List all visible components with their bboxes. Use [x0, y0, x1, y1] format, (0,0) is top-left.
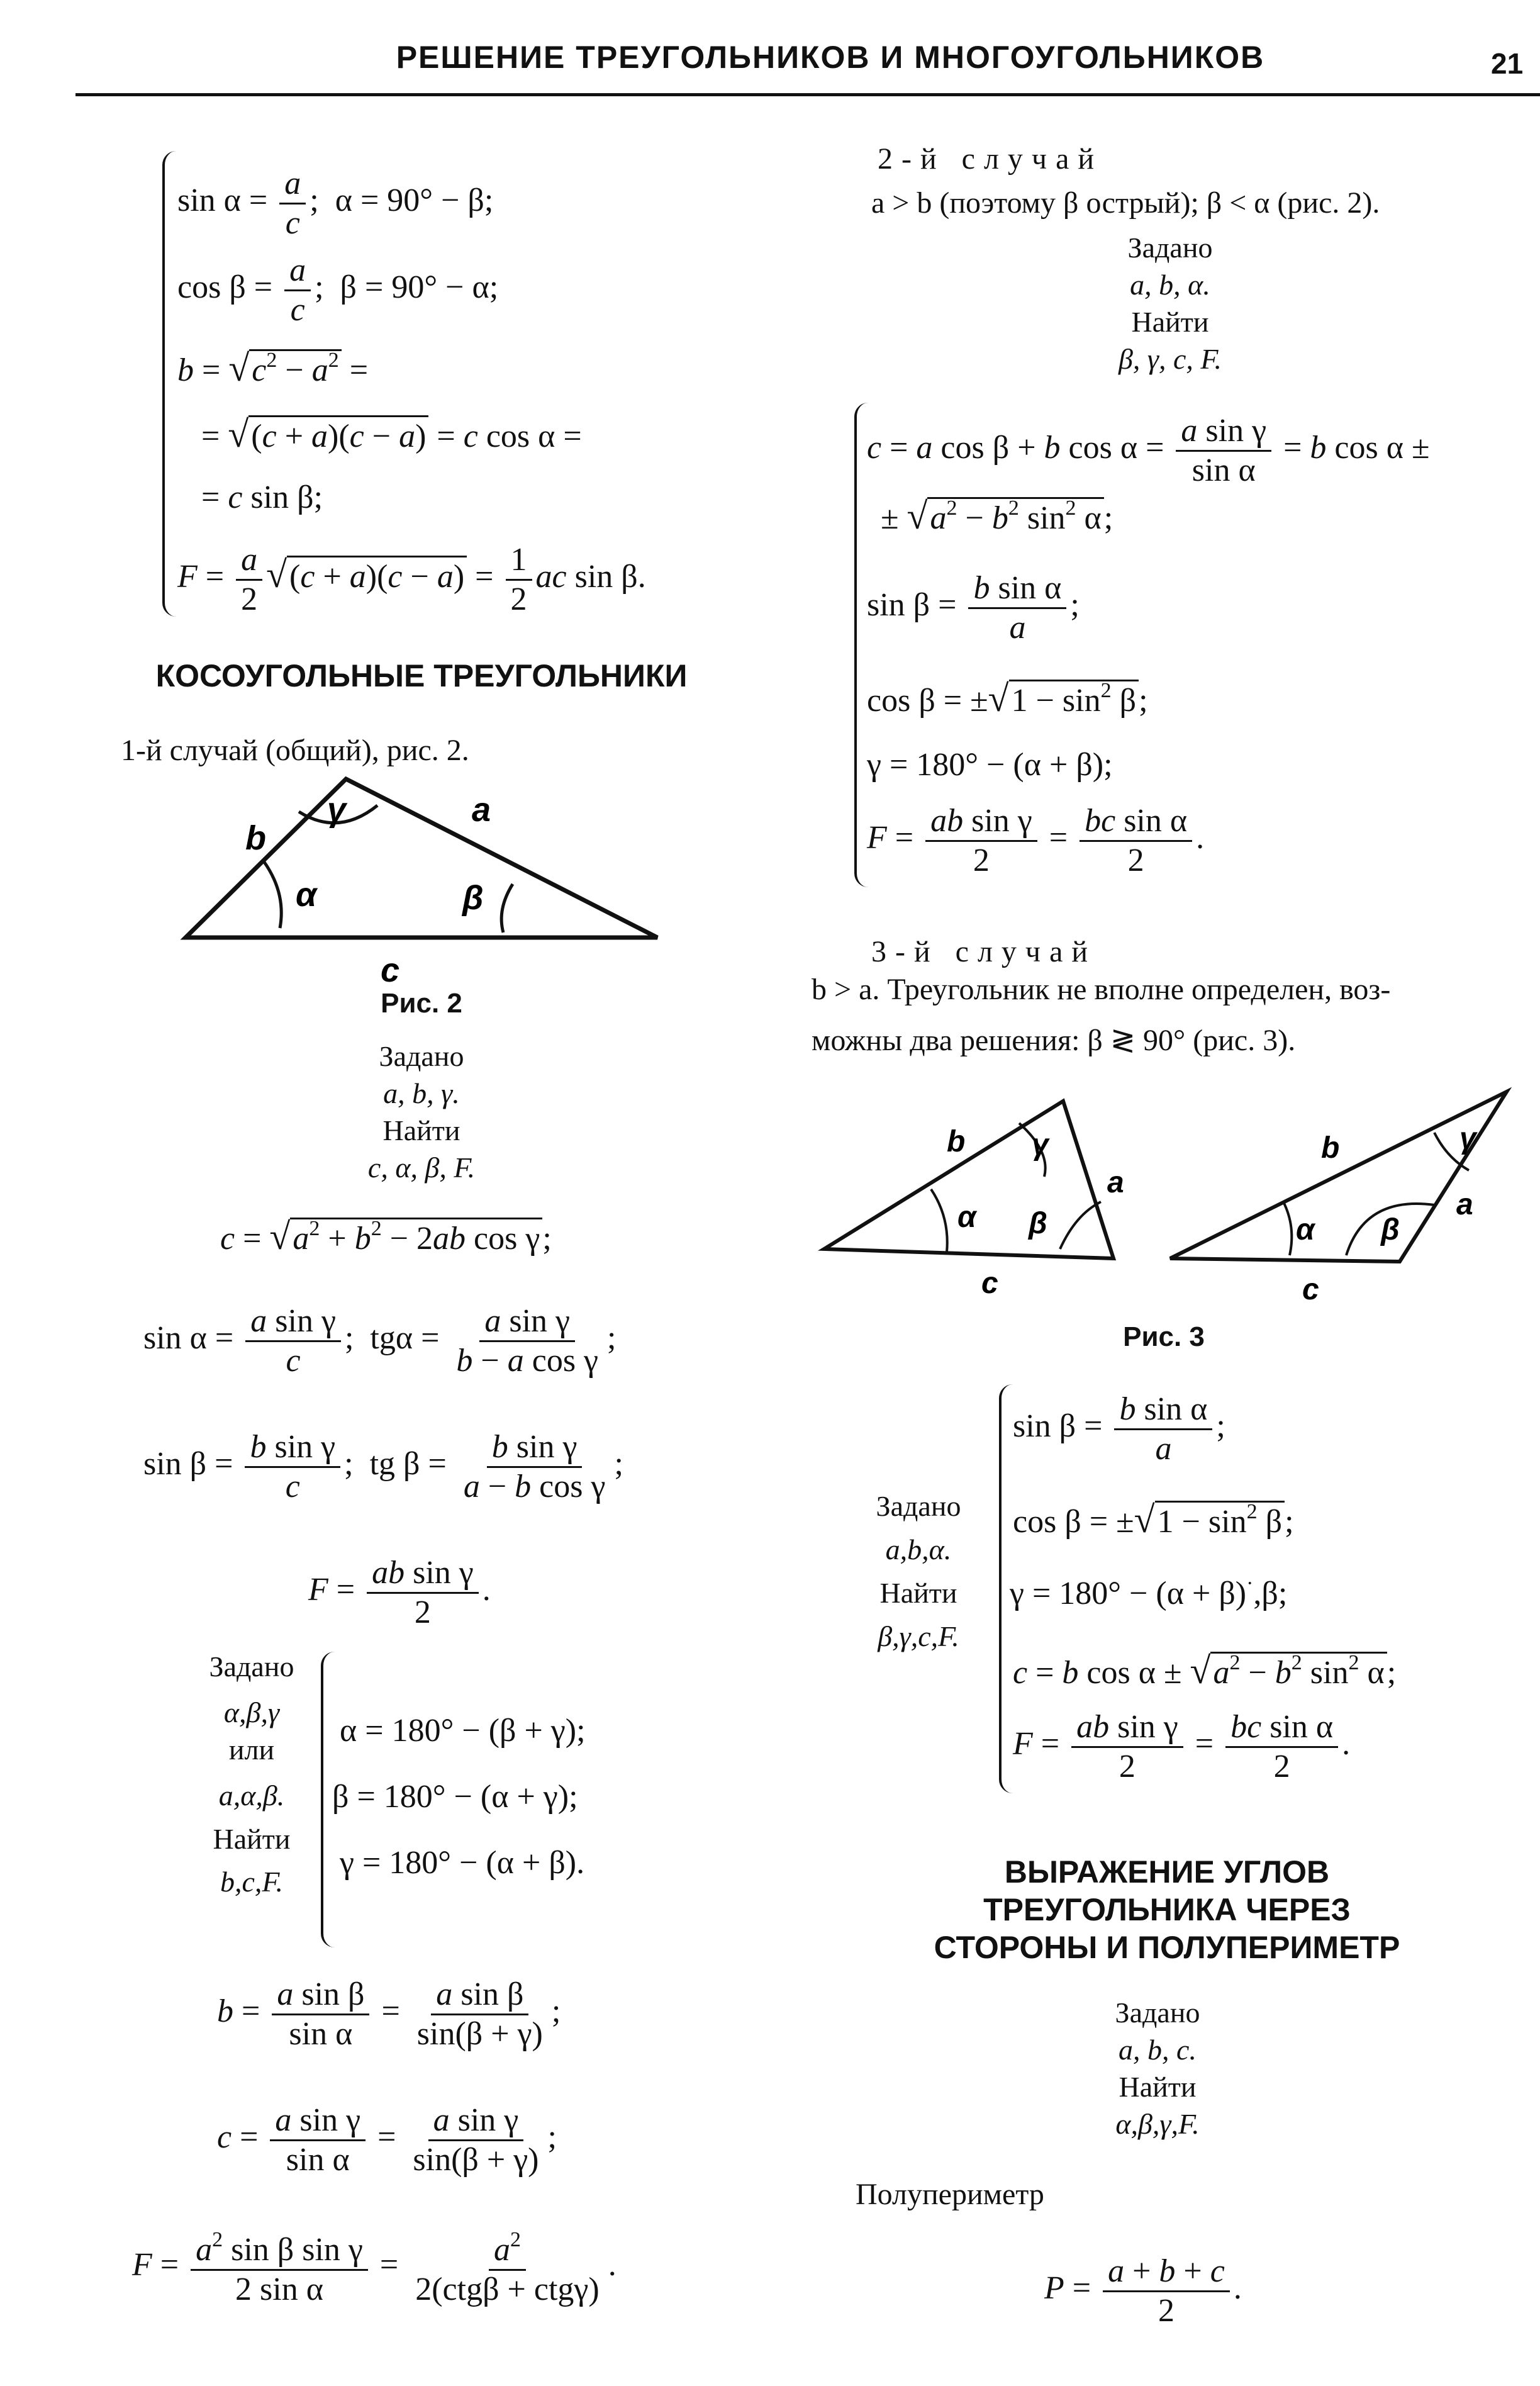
formula-beta-sum: β = 180° − (α + γ);	[332, 1779, 578, 1815]
formula-cos-beta-case2: $\cos \beta = \pm√1 - \sin^2 \beta$;	[867, 678, 1148, 719]
formula-c-case2: c = a cos β + b cos α = $\frac{\text{a sin γ}}{\text{sin α}}$ = b cos α ±	[867, 413, 1430, 488]
formula-b-sines: b = $\frac{\text{a sin β}}{\text{sin α}}$ = $\frac{\text{a sin β}}{\sin(\beta + \gamma)}$ ;	[217, 1976, 561, 2052]
formula-c-sines: c = $\frac{\text{a sin γ}}{\text{sin α}}$ = $\frac{\text{a sin γ}}{\sin(\beta + \gamma)}$ ;	[217, 2102, 557, 2178]
find-label: Найти	[382, 1114, 460, 1146]
fig3-right-label-gamma: γ	[1459, 1122, 1476, 1155]
fig3-left-label-alpha: α	[957, 1201, 976, 1234]
formula-sin-beta-case2: sin β = $\frac{\text{b sin α}}{a}$ ;	[867, 570, 1080, 646]
or-label: или	[228, 1733, 275, 1766]
given-block-5	[1032, 1995, 1283, 2143]
given-values: a, b, α.	[1130, 268, 1210, 301]
section-title-line: ВЫРАЖЕНИЕ УГЛОВ	[1004, 1854, 1330, 1890]
formula-b-sqrt: $b = √c^2 - a^2$ =	[177, 347, 369, 389]
formula-b-expansion: = √(c + a)(c − a) = c cos α =	[201, 413, 582, 455]
formula-cos-beta-case3: $\cos \beta = \pm√1 - \sin^2 \beta$;	[1013, 1499, 1294, 1540]
find-label: Найти	[1119, 2070, 1197, 2103]
fig3-right-label-b: b	[1321, 1131, 1340, 1165]
header-rule	[75, 93, 1540, 96]
find-values: β,γ,c,F.	[878, 1620, 959, 1652]
formula-alpha-sum: α = 180° − (β + γ);	[340, 1713, 586, 1749]
case1-label: 1-й случай (общий), рис. 2.	[121, 734, 469, 767]
fig2-label-b: b	[245, 819, 266, 857]
case2-title: 2-й случай	[878, 142, 1103, 176]
find-label: Найти	[1131, 305, 1209, 338]
fig2-label-alpha: α	[296, 876, 317, 914]
formula-semiperimeter: P = $\frac{a + b + c}{2}$ .	[1044, 2253, 1242, 2329]
formula-c-case2-cont: ± $√a^2 - b^2$ $\sin^2 \alpha$;	[881, 495, 1113, 537]
fig2-label-beta: β	[462, 879, 484, 917]
given-label: Задано	[1127, 232, 1213, 264]
fig3-left-label-gamma: γ	[1032, 1128, 1049, 1162]
formula-area-right: F = $\frac{a}{2}$ √(c + a)(c − a) = $\frac{1}{2}$ ac sin β.	[177, 542, 646, 617]
case3-title: 3-й случай	[871, 935, 1097, 968]
given-label: Задано	[1115, 1997, 1200, 2029]
figure-3-triangles	[812, 1082, 1535, 1309]
semiperimeter-label: Полупериметр	[856, 2178, 1044, 2211]
formula-c-case3: c = b $\cos \alpha \pm √a^2 - b^2$ $\sin^2 \alpha$;	[1013, 1650, 1397, 1691]
find-label: Найти	[879, 1576, 957, 1609]
page-number: 21	[1491, 47, 1524, 80]
formula-sin-beta-tg: sin β = $\frac{\text{b sin γ}}{c}$ ; tg β = $\frac{\text{b sin γ}}{\text{a − b cos γ}}$ ;	[143, 1429, 623, 1504]
formula-gamma-case3: γ = 180° − (α + β)·,β;	[1010, 1572, 1288, 1611]
formula-sin-beta-case3: sin β = $\frac{\text{b sin α}}{a}$ ;	[1013, 1391, 1225, 1467]
figure-2-caption: Рис. 2	[381, 988, 462, 1019]
section-title-line: ТРЕУГОЛЬНИКА ЧЕРЕЗ	[983, 1892, 1351, 1927]
formula-c-sin-beta: = c sin β;	[201, 479, 323, 515]
fig3-right-label-a: a	[1456, 1188, 1473, 1221]
page-header-title: РЕШЕНИЕ ТРЕУГОЛЬНИКОВ И МНОГОУГОЛЬНИКОВ	[396, 40, 1265, 75]
given-block-2	[189, 1649, 315, 1901]
fig2-label-c: c	[381, 951, 400, 988]
formula-area-1: F = $\frac{\text{ab sin γ}}{2}$ .	[308, 1555, 491, 1630]
find-values: α,β,γ,F.	[1115, 2107, 1200, 2140]
given-label: Задано	[876, 1490, 961, 1522]
fig2-label-gamma: γ	[327, 791, 347, 829]
fig3-left-label-beta: β	[1029, 1207, 1047, 1240]
fig3-left-label-b: b	[947, 1125, 966, 1158]
find-values: b,c,F.	[220, 1866, 284, 1898]
formula-law-of-cosines: $c = √a^2 + b^2 - 2ab$ cos γ;	[220, 1216, 552, 1257]
formula-area-case3: F = $\frac{\text{ab sin γ}}{2}$ = $\frac{\text{bc sin α}}{2}$ .	[1013, 1709, 1351, 1784]
given-values: a,b,α.	[885, 1533, 952, 1565]
find-values: β, γ, c, F.	[1118, 342, 1222, 375]
fig3-right-label-beta: β	[1381, 1213, 1400, 1246]
fig3-left-label-c: c	[981, 1267, 998, 1300]
given-values: α,β,γ	[223, 1696, 280, 1728]
formula-cos-beta: cos β = $\frac{a}{c}$ ; β = 90° − α;	[177, 252, 499, 328]
given-values: a, b, γ.	[383, 1077, 460, 1109]
given-block-4	[846, 1488, 991, 1655]
case3-text-1: b > a. Треугольник не вполне определен, воз-	[812, 973, 1391, 1006]
formula-sin-alpha-tg: sin α = $\frac{\text{a sin γ}}{c}$ ; tgα = $\frac{\text{a sin γ}}{\text{b − a cos γ}}$ ;	[143, 1303, 617, 1379]
section-title-line: СТОРОНЫ И ПОЛУПЕРИМЕТР	[934, 1930, 1400, 1965]
given-label: Задано	[209, 1650, 294, 1683]
given-values: a, b, c.	[1119, 2033, 1197, 2066]
find-values: c, α, β, F.	[367, 1151, 476, 1184]
formula-sin-alpha: sin α = $\frac{a}{c}$ ; α = 90° − β;	[177, 165, 494, 241]
fig3-right-label-alpha: α	[1296, 1213, 1315, 1246]
figure-2-triangle	[170, 768, 673, 988]
given-values-alt: a,α,β.	[218, 1779, 285, 1812]
fig2-label-a: a	[472, 791, 491, 829]
case3-text-2: можны два решения: β ≷ 90° (рис. 3).	[812, 1024, 1296, 1057]
formula-area-2: F = $\frac{a^2 \sin \beta \sin \gamma}{\text{2 sin α}}$ = $\frac{a^2}{\text{2(ctgβ + ctgγ)}}$ .	[132, 2228, 617, 2307]
case2-text: a > b (поэтому β острый); β < α (рис. 2).	[871, 186, 1380, 220]
fig3-left-label-a: a	[1107, 1166, 1124, 1199]
given-label: Задано	[379, 1040, 464, 1072]
formula-area-case2: F = $\frac{\text{ab sin γ}}{2}$ = $\frac{\text{bc sin α}}{2}$ .	[867, 803, 1205, 878]
fig3-right-label-c: c	[1302, 1273, 1319, 1306]
section-title-oblique: КОСОУГОЛЬНЫЕ ТРЕУГОЛЬНИКИ	[155, 658, 688, 693]
find-label: Найти	[213, 1822, 291, 1855]
formula-brace	[162, 151, 177, 617]
section-title-angles	[837, 1853, 1497, 1966]
formula-gamma-sum: γ = 180° − (α + β).	[340, 1845, 585, 1881]
formula-gamma-case2: γ = 180° − (α + β);	[867, 747, 1113, 783]
figure-3-caption: Рис. 3	[1123, 1321, 1205, 1352]
given-block-1	[296, 1038, 547, 1187]
given-block-3	[1044, 230, 1296, 378]
